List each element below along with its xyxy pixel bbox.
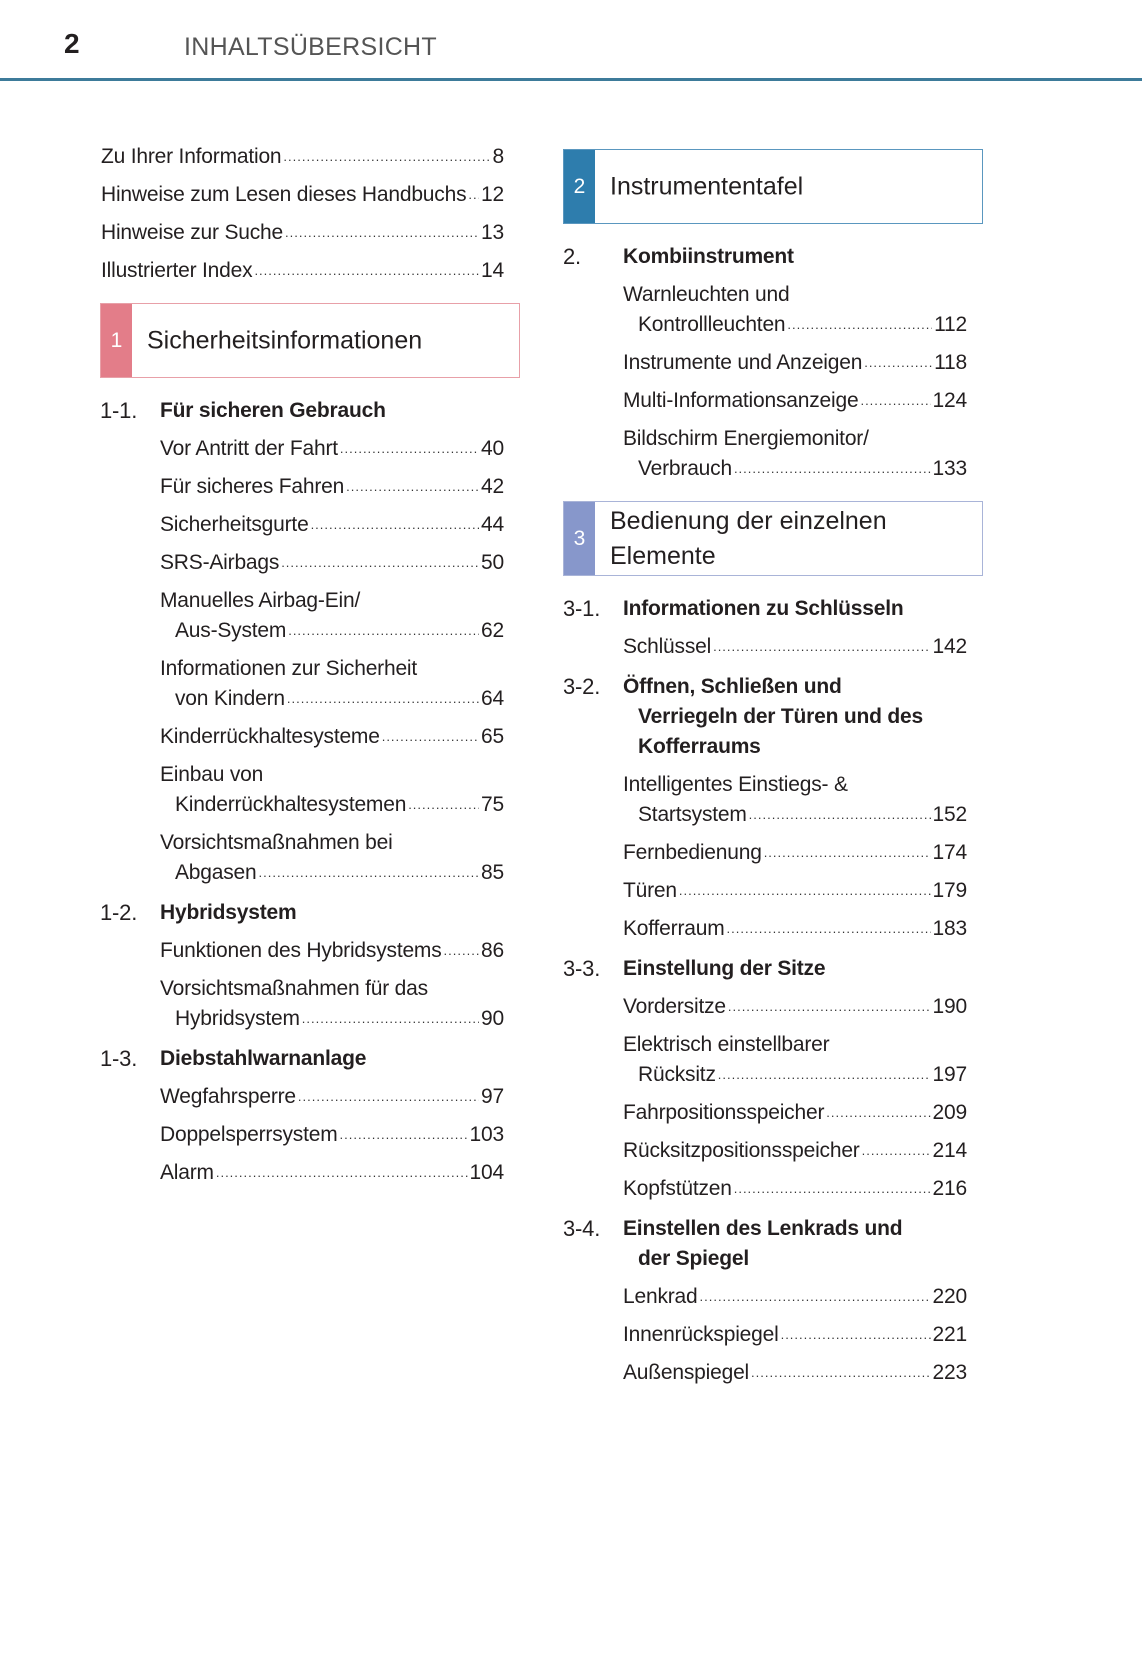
toc-entry-title: Illustrierter Index [101,259,253,282]
section-title-line: Elemente [610,541,716,570]
toc-entry-title: Kontrollleuchten [638,313,786,336]
subsection-heading[interactable] [100,396,520,426]
section-header-3[interactable] [563,501,983,576]
toc-entry[interactable] [563,838,983,868]
dot-leader [826,1098,930,1128]
toc-entry-line [563,1174,983,1204]
toc-entry-line [100,858,520,888]
toc-entry-title: Außenspiegel [623,1361,750,1384]
dot-leader [408,790,479,820]
toc-entry-title: Manuelles Airbag-Ein/ [160,589,361,612]
toc-entry[interactable] [100,1158,520,1188]
toc-entry[interactable] [563,1030,983,1090]
toc-entry-line [100,510,520,540]
section-number-badge: 3 [564,502,595,575]
toc-entry-line [563,1098,983,1128]
subsection-line [100,1044,520,1074]
toc-page-number[interactable]: 50 [481,551,504,574]
toc-entry-title: Für sicheres Fahren [160,475,345,498]
dot-leader [862,1136,931,1166]
toc-entry-title: Warnleuchten und [623,283,790,306]
subsection-line [563,242,983,272]
section-title [147,323,422,358]
subsection-heading[interactable] [100,1044,520,1074]
header-rule [0,78,1142,81]
subsection-number: 3-2. [563,674,601,699]
subsection-title: Hybridsystem [160,901,297,924]
subsection-number: 1-2. [100,900,138,925]
toc-entry-line [100,434,520,464]
page-title: INHALTSÜBERSICHT [184,33,437,61]
dot-leader [340,1120,468,1150]
subsection-heading[interactable] [563,1214,983,1274]
toc-page-number[interactable]: 12 [481,183,504,206]
subsection-title: Informationen zu Schlüsseln [623,597,904,620]
toc-entry-title: Verbrauch [638,457,732,480]
toc-entry-line [563,310,983,340]
section-title-line: Instrumententafel [610,172,804,200]
toc-entry[interactable] [100,256,520,286]
toc-entry-line [563,1030,983,1060]
subsection-title: Kombiinstrument [623,245,794,268]
toc-left-column [100,142,520,1188]
toc-entry-line [100,472,520,502]
dot-leader [700,1282,931,1312]
toc-page-number[interactable]: 209 [932,1101,967,1124]
toc-entry-title: Sicherheitsgurte [160,513,309,536]
subsection-number: 3-1. [563,596,601,621]
toc-entry[interactable] [563,386,983,416]
page-number: 2 [64,28,80,59]
toc-entry-title: Kopfstützen [623,1177,732,1200]
toc-entry-line [563,992,983,1022]
toc-entry[interactable] [563,1136,983,1166]
toc-entry-line [563,386,983,416]
dot-leader [340,434,479,464]
toc-entry-line [563,280,983,310]
toc-page-number[interactable]: 112 [934,313,967,336]
toc-page-number[interactable]: 124 [932,389,967,412]
toc-entry-line [563,348,983,378]
dot-leader [734,1174,931,1204]
toc-entry-title: Abgasen [175,861,257,884]
dot-leader [787,310,932,340]
toc-entry-title: Bildschirm Energiemonitor/ [623,427,869,450]
toc-entry[interactable] [563,1282,983,1312]
subsection-title: Diebstahlwarnanlage [160,1047,367,1070]
toc-entry-title: Rücksitz [638,1063,716,1086]
toc-entry[interactable] [563,348,983,378]
toc-entry[interactable] [100,722,520,752]
dot-leader [259,858,480,888]
toc-entry-title: Wegfahrsperre [160,1085,296,1108]
subsection-title: Für sicheren Gebrauch [160,399,386,422]
toc-page-number[interactable]: 104 [469,1161,504,1184]
dot-leader [302,1004,479,1034]
toc-entry-title: Hinweise zum Lesen dieses Handbuchs [101,183,467,206]
toc-page-number[interactable]: 118 [934,351,967,374]
dot-leader [727,914,931,944]
toc-entry-title: Kinderrückhaltesystemen [175,793,407,816]
toc-entry-title: von Kindern [175,687,285,710]
toc-entry[interactable] [563,770,983,830]
toc-entry-line [563,1358,983,1388]
subsection-title: Verriegeln der Türen und des [638,705,923,728]
toc-entry-line [100,790,520,820]
toc-entry-line [100,1082,520,1112]
dot-leader [860,386,930,416]
subsection-line [563,594,983,624]
toc-page-number[interactable]: 197 [932,1063,967,1086]
dot-leader [285,218,479,248]
subsection-heading[interactable] [563,672,983,762]
dot-leader [468,180,479,210]
toc-entry-title: Zu Ihrer Information [101,145,282,168]
dot-leader [216,1158,468,1188]
toc-entry-line [100,616,520,646]
toc-page-number[interactable]: 190 [932,995,967,1018]
toc-entry-line [100,1120,520,1150]
subsection-title: Kofferraums [638,735,761,758]
toc-page-number[interactable]: 42 [481,475,504,498]
toc-page-number[interactable]: 223 [932,1361,967,1384]
toc-entry-line [563,838,983,868]
toc-page-number[interactable]: 216 [932,1177,967,1200]
toc-entry[interactable] [100,828,520,888]
subsection-title: Einstellung der Sitze [623,957,826,980]
toc-entry-title: Alarm [160,1161,214,1184]
toc-entry[interactable] [563,914,983,944]
toc-entry[interactable] [563,632,983,662]
toc-entry[interactable] [100,936,520,966]
toc-entry-line [563,1282,983,1312]
dot-leader [382,722,479,752]
toc-page-number[interactable]: 86 [481,939,504,962]
section-number-badge: 1 [101,304,132,377]
toc-page-number[interactable]: 214 [932,1139,967,1162]
subsection-title: der Spiegel [638,1247,750,1270]
toc-entry-title: Aus-System [175,619,287,642]
toc-page-number[interactable]: 152 [932,803,967,826]
toc-entry-line [563,800,983,830]
section-title-line: Sicherheitsinformationen [147,326,423,354]
toc-entry[interactable] [563,1320,983,1350]
toc-entry[interactable] [100,586,520,646]
toc-entry-title: Hinweise zur Suche [101,221,283,244]
toc-entry-title: Rücksitzpositionsspeicher [623,1139,860,1162]
toc-entry-line [563,1320,983,1350]
toc-entry-title: Intelligentes Einstiegs- & [623,773,848,796]
toc-entry-title: Elektrisch einstellbarer [623,1033,830,1056]
subsection-line [100,396,520,426]
dot-leader [283,142,490,172]
toc-entry-line [100,180,520,210]
subsection-line [563,954,983,984]
toc-entry-title: Vorsichtsmaßnahmen für das [160,977,428,1000]
toc-entry-title: Funktionen des Hybridsystems [160,939,442,962]
toc-page-number[interactable]: 40 [481,437,504,460]
toc-page-number[interactable]: 13 [481,221,504,244]
dot-leader [679,876,931,906]
toc-entry-line [100,936,520,966]
subsection-heading[interactable] [563,954,983,984]
toc-entry-title: Startsystem [638,803,747,826]
toc-entry-title: Vor Antritt der Fahrt [160,437,338,460]
subsection-title: Einstellen des Lenkrads und [623,1217,903,1240]
toc-entry-title: Kinderrückhaltesysteme [160,725,380,748]
dot-leader [287,684,479,714]
toc-page-number[interactable]: 64 [481,687,504,710]
subsection-line [563,1214,983,1244]
dot-leader [254,256,479,286]
dot-leader [718,1060,931,1090]
toc-entry-line [100,548,520,578]
toc-page-number[interactable]: 133 [932,457,967,480]
dot-leader [764,838,931,868]
toc-entry[interactable] [100,142,520,172]
toc-entry-line [563,1060,983,1090]
toc-entry-line [563,914,983,944]
toc-entry-title: Lenkrad [623,1285,698,1308]
toc-entry[interactable] [100,1082,520,1112]
toc-entry-line [100,654,520,684]
toc-entry-line [563,632,983,662]
subsection-title: Öffnen, Schließen und [623,675,842,698]
toc-entry-title: SRS-Airbags [160,551,280,574]
toc-entry-line [563,1136,983,1166]
toc-entry[interactable] [563,992,983,1022]
toc-page-number[interactable]: 174 [932,841,967,864]
subsection-line [563,702,983,732]
toc-page-number[interactable]: 75 [481,793,504,816]
section-header-2[interactable] [563,149,983,224]
toc-entry-line [100,586,520,616]
toc-entry-title: Fahrpositionsspeicher [623,1101,825,1124]
subsection-line [563,672,983,702]
toc-entry-title: Türen [623,879,677,902]
toc-entry[interactable] [100,760,520,820]
subsection-line [100,898,520,928]
dot-leader [751,1358,931,1388]
subsection-heading[interactable] [100,898,520,928]
toc-entry-line [100,142,520,172]
toc-entry[interactable] [563,1174,983,1204]
subsection-line [563,732,983,762]
toc-page-number[interactable]: 90 [481,1007,504,1030]
dot-leader [713,632,930,662]
toc-entry-title: Doppelsperrsystem [160,1123,338,1146]
toc-entry[interactable] [100,974,520,1034]
subsection-number: 1-1. [100,398,138,423]
toc-page-number[interactable]: 62 [481,619,504,642]
toc-entry-line [100,256,520,286]
dot-leader [298,1082,479,1112]
dot-leader [781,1320,931,1350]
section-title [610,169,803,204]
subsection-number: 2. [563,244,581,269]
toc-entry-line [100,1158,520,1188]
toc-page-number[interactable]: 103 [469,1123,504,1146]
toc-entry[interactable] [563,424,983,484]
section-title-line: Bedienung der einzelnen [610,506,887,535]
toc-entry-line [100,974,520,1004]
toc-page-number[interactable]: 220 [932,1285,967,1308]
toc-entry[interactable] [100,180,520,210]
toc-entry-line [563,454,983,484]
subsection-number: 1-3. [100,1046,138,1071]
toc-entry-title: Einbau von [160,763,264,786]
subsection-line [563,1244,983,1274]
toc-entry[interactable] [563,876,983,906]
subsection-heading[interactable] [563,594,983,624]
toc-right-column [563,149,983,1388]
toc-entry-line [563,876,983,906]
toc-entry[interactable] [100,510,520,540]
dot-leader [728,992,931,1022]
dot-leader [864,348,932,378]
toc-entry-title: Fernbedienung [623,841,762,864]
toc-entry-title: Kofferraum [623,917,725,940]
toc-entry-title: Vorsichtsmaßnahmen bei [160,831,393,854]
section-number-badge: 2 [564,150,595,223]
toc-page-number[interactable]: 179 [932,879,967,902]
toc-entry[interactable] [100,1120,520,1150]
dot-leader [444,936,480,966]
toc-entry[interactable] [563,280,983,340]
toc-entry-title: Vordersitze [623,995,726,1018]
toc-page-number[interactable]: 97 [481,1085,504,1108]
toc-page-number[interactable]: 183 [932,917,967,940]
dot-leader [734,454,931,484]
toc-entry[interactable] [563,1358,983,1388]
subsection-number: 3-3. [563,956,601,981]
toc-entry-title: Multi-Informationsanzeige [623,389,859,412]
toc-entry-line [100,1004,520,1034]
toc-page-number[interactable]: 44 [481,513,504,536]
toc-page-number[interactable]: 221 [932,1323,967,1346]
toc-entry[interactable] [563,1098,983,1128]
toc-entry[interactable] [100,654,520,714]
toc-entry-line [563,424,983,454]
toc-entry-line [100,760,520,790]
toc-entry-title: Informationen zur Sicherheit [160,657,418,680]
toc-entry-title: Schlüssel [623,635,712,658]
toc-page-number[interactable]: 14 [481,259,504,282]
toc-entry-line [100,828,520,858]
toc-entry[interactable] [100,548,520,578]
dot-leader [749,800,931,830]
dot-leader [311,510,479,540]
dot-leader [281,548,479,578]
dot-leader [346,472,479,502]
section-header-1[interactable] [100,303,520,378]
toc-entry-line [100,684,520,714]
toc-entry-line [563,770,983,800]
toc-entry[interactable] [100,218,520,248]
toc-entry-title: Innenrückspiegel [623,1323,779,1346]
toc-entry-line [100,722,520,752]
toc-entry-line [100,218,520,248]
toc-page-number[interactable]: 85 [481,861,504,884]
toc-page-number[interactable]: 65 [481,725,504,748]
toc-entry-title: Instrumente und Anzeigen [623,351,863,374]
toc-entry-title: Hybridsystem [175,1007,300,1030]
subsection-number: 3-4. [563,1216,601,1241]
subsection-heading[interactable] [563,242,983,272]
toc-page-number[interactable]: 8 [492,145,504,168]
section-title [610,504,887,574]
toc-entry[interactable] [100,434,520,464]
toc-entry[interactable] [100,472,520,502]
toc-page-number[interactable]: 142 [932,635,967,658]
dot-leader [288,616,479,646]
